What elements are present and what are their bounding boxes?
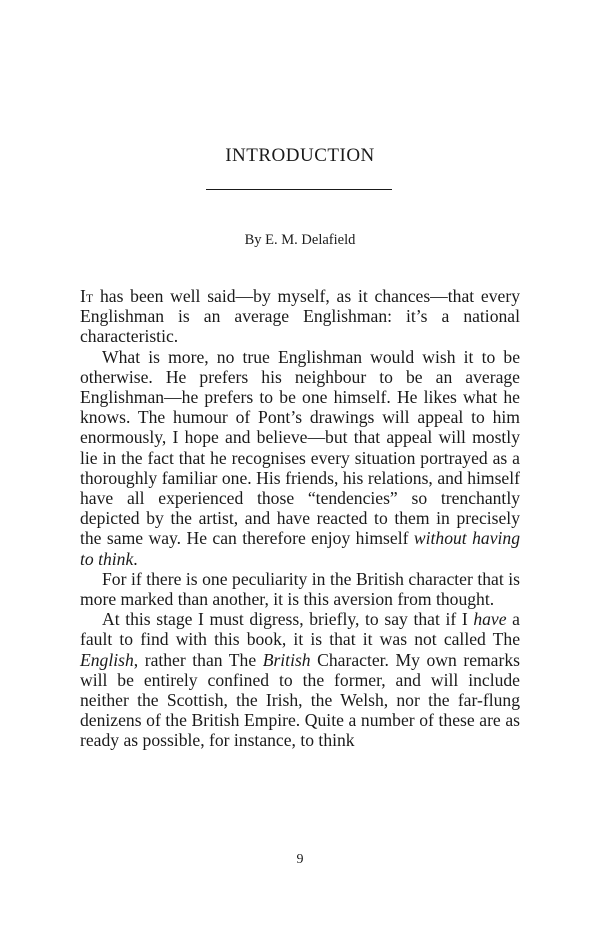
small-caps-text: It <box>80 286 94 306</box>
italic-text: British <box>262 649 311 670</box>
text-run: a fault to find with this book, it is that it was not called The <box>80 609 520 650</box>
paragraph <box>80 569 520 609</box>
text-run: For if there is one peculiarity in the British character that is more marked than another, it is this aversion from thought. <box>80 568 520 610</box>
text-run: has been well said—by myself, as it chances—that every Englishman is an average Englishman: it’s a national characteristic. <box>80 286 520 347</box>
text-run: . <box>133 548 138 569</box>
text-run: , rather than The <box>133 649 263 670</box>
paragraph <box>80 286 520 347</box>
paragraph <box>80 347 520 569</box>
italic-text: have <box>473 609 507 630</box>
text-run: What is more, no true Englishman would wish it to be otherwise. He prefers his neighbour to be an average Englishman—he prefers to be one himself. He likes what he knows. The humour of Pont’s drawings will appeal to him enormously, I hope and believe—but that appeal will mostly lie in the fact that he recognises every situation portrayed as a thoroughly familiar one. His friends, his relations, and himself have all experienced those “tendencies” so trenchantly depicted by the artist, and have reacted to them in precisely the same way. He can therefore enjoy himself <box>80 346 520 549</box>
page-number: 9 <box>296 852 304 867</box>
heading-rule <box>206 189 392 190</box>
italic-text: without having to think <box>80 528 520 569</box>
italic-text: English <box>80 649 134 670</box>
author-byline: By E. M. Delafield <box>244 232 356 248</box>
text-run: Character. My own remarks will be entirely confined to the former, and will include neither the Scottish, the Irish, the Welsh, nor the far-flung denizens of the British Empire. Quite a number of these are as ready as possible, for instance, to think <box>80 649 520 751</box>
paragraph <box>80 609 520 750</box>
body-text <box>80 286 520 751</box>
text-run: At this stage I must digress, briefly, to say that if I <box>102 609 474 630</box>
chapter-heading: INTRODUCTION <box>225 145 375 166</box>
